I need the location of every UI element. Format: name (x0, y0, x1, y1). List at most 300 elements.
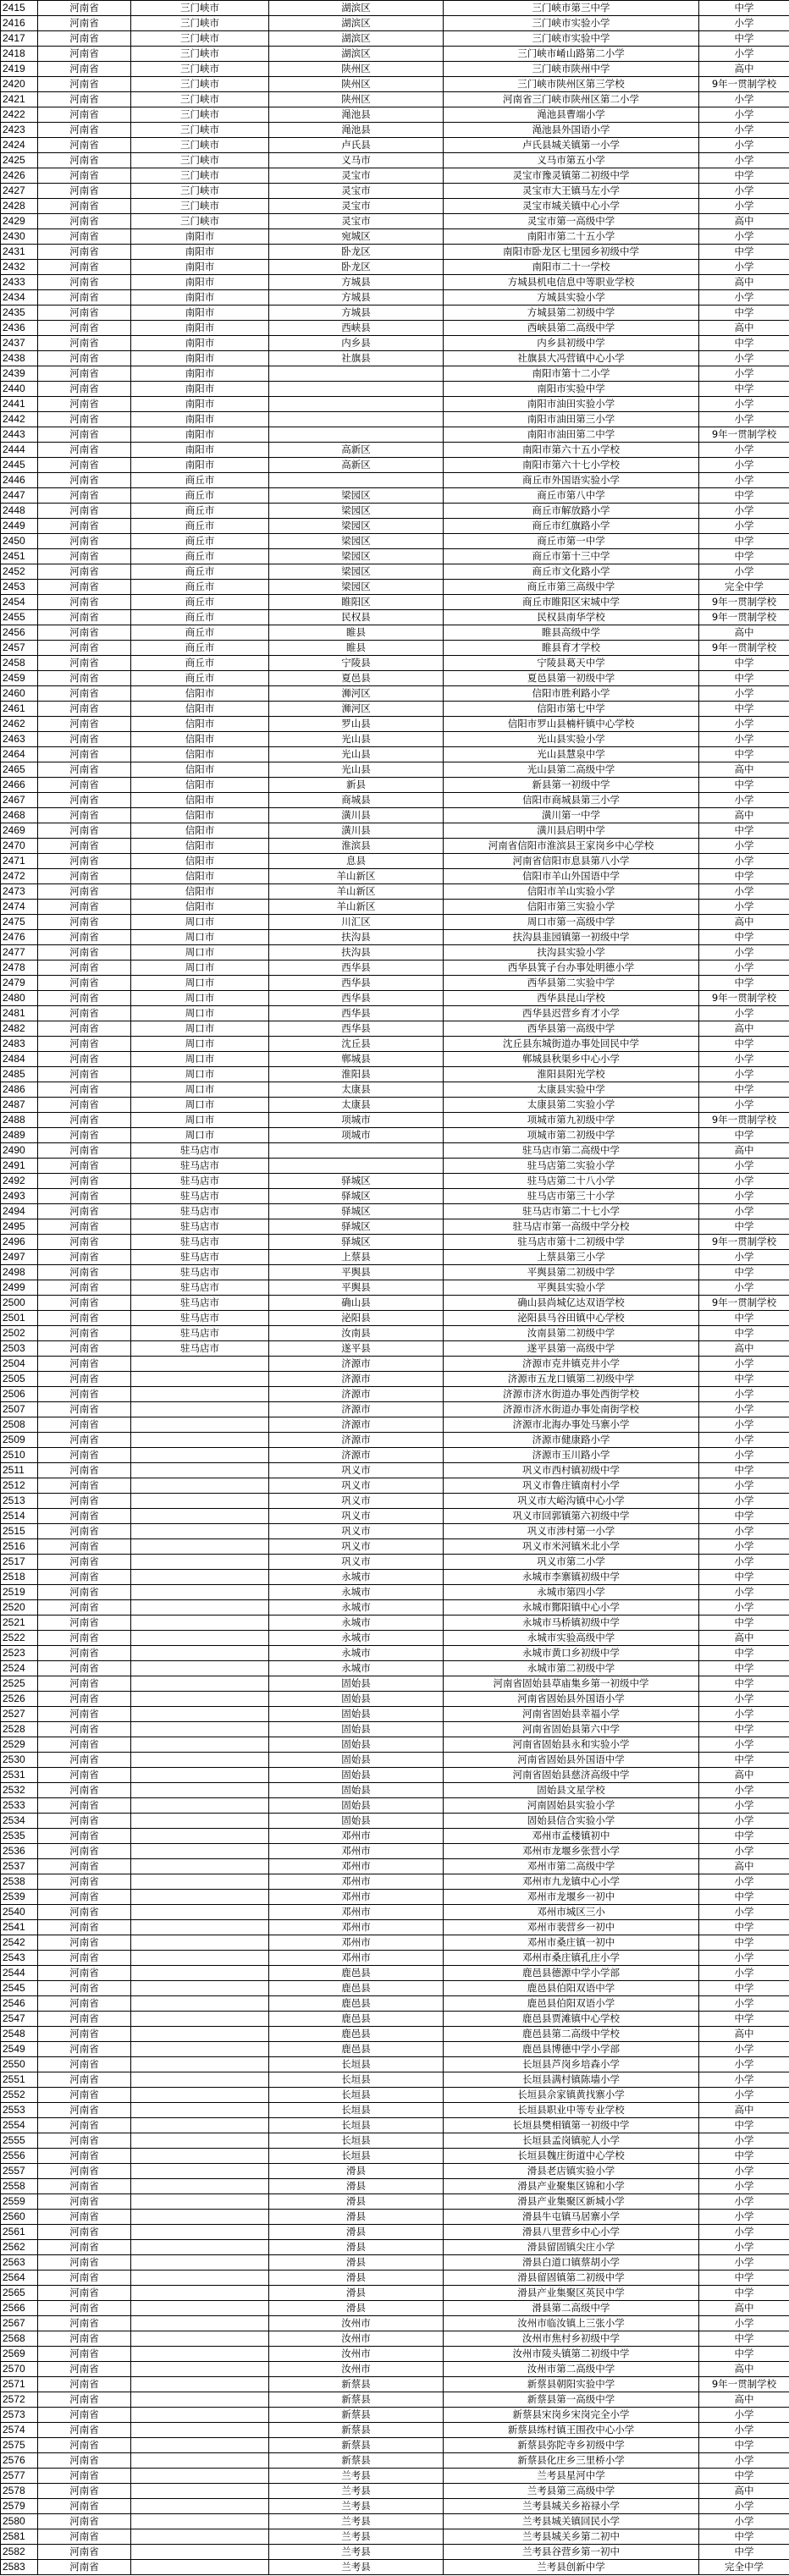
school-name-cell[interactable]: 长垣县孟岗镇驼人小学 (444, 2133, 699, 2149)
province-cell[interactable]: 河南省 (38, 2408, 131, 2423)
row-number-cell[interactable]: 2555 (1, 2133, 38, 2149)
city-cell[interactable]: 商丘市 (131, 580, 269, 595)
province-cell[interactable]: 河南省 (38, 671, 131, 686)
district-cell[interactable]: 卧龙区 (269, 260, 444, 275)
row-number-cell[interactable]: 2440 (1, 382, 38, 397)
school-name-cell[interactable]: 西华县第二实验中学 (444, 976, 699, 991)
row-number-cell[interactable]: 2529 (1, 1737, 38, 1753)
district-cell[interactable]: 确山县 (269, 1296, 444, 1311)
school-name-cell[interactable]: 商丘市第一中学 (444, 534, 699, 549)
school-type-cell[interactable]: 中学 (699, 245, 789, 260)
row-number-cell[interactable]: 2534 (1, 1814, 38, 1829)
district-cell[interactable]: 鹿邑县 (269, 2042, 444, 2057)
row-number-cell[interactable]: 2449 (1, 519, 38, 534)
district-cell[interactable]: 驿城区 (269, 1219, 444, 1235)
city-cell[interactable] (131, 2164, 269, 2179)
district-cell[interactable]: 鹿邑县 (269, 1981, 444, 1996)
city-cell[interactable] (131, 1372, 269, 1387)
school-name-cell[interactable]: 汝州市焦村乡初级中学 (444, 2331, 699, 2347)
row-number-cell[interactable]: 2508 (1, 1417, 38, 1433)
city-cell[interactable]: 南阳市 (131, 229, 269, 245)
row-number-cell[interactable]: 2530 (1, 1753, 38, 1768)
row-number-cell[interactable]: 2525 (1, 1676, 38, 1692)
city-cell[interactable]: 三门峡市 (131, 199, 269, 214)
school-type-cell[interactable]: 中学 (699, 1, 789, 16)
city-cell[interactable]: 周口市 (131, 930, 269, 945)
district-cell[interactable]: 邓州市 (269, 1905, 444, 1920)
school-name-cell[interactable]: 鹿邑县伯阳双语中学 (444, 1981, 699, 1996)
school-type-cell[interactable]: 小学 (699, 717, 789, 732)
row-number-cell[interactable]: 2435 (1, 305, 38, 321)
row-number-cell[interactable]: 2549 (1, 2042, 38, 2057)
school-name-cell[interactable]: 商丘市文化路小学 (444, 564, 699, 580)
school-name-cell[interactable]: 商丘市解放路小学 (444, 504, 699, 519)
city-cell[interactable]: 驻马店市 (131, 1235, 269, 1250)
school-type-cell[interactable]: 高中 (699, 625, 789, 641)
school-type-cell[interactable]: 9年一贯制学校 (699, 2377, 789, 2392)
city-cell[interactable]: 驻马店市 (131, 1250, 269, 1265)
province-cell[interactable]: 河南省 (38, 656, 131, 671)
province-cell[interactable]: 河南省 (38, 77, 131, 92)
row-number-cell[interactable]: 2568 (1, 2331, 38, 2347)
province-cell[interactable]: 河南省 (38, 2301, 131, 2316)
city-cell[interactable] (131, 2545, 269, 2560)
city-cell[interactable] (131, 2529, 269, 2545)
city-cell[interactable] (131, 2514, 269, 2529)
school-type-cell[interactable]: 中学 (699, 1661, 789, 1676)
row-number-cell[interactable]: 2563 (1, 2255, 38, 2271)
province-cell[interactable]: 河南省 (38, 214, 131, 229)
district-cell[interactable]: 浉河区 (269, 686, 444, 702)
city-cell[interactable] (131, 1524, 269, 1539)
province-cell[interactable]: 河南省 (38, 1250, 131, 1265)
school-name-cell[interactable]: 兰考县城关乡裕禄小学 (444, 2499, 699, 2514)
school-name-cell[interactable]: 河南省信阳市息县第八小学 (444, 854, 699, 869)
school-type-cell[interactable]: 中学 (699, 1616, 789, 1631)
school-name-cell[interactable]: 三门峡市实验中学 (444, 31, 699, 47)
school-name-cell[interactable]: 济源市玉川路小学 (444, 1448, 699, 1463)
row-number-cell[interactable]: 2438 (1, 351, 38, 366)
city-cell[interactable] (131, 1874, 269, 1890)
province-cell[interactable]: 河南省 (38, 1524, 131, 1539)
district-cell[interactable]: 邓州市 (269, 1874, 444, 1890)
row-number-cell[interactable]: 2569 (1, 2347, 38, 2362)
city-cell[interactable] (131, 1448, 269, 1463)
city-cell[interactable] (131, 2301, 269, 2316)
school-type-cell[interactable]: 小学 (699, 960, 789, 976)
district-cell[interactable]: 滑县 (269, 2301, 444, 2316)
school-name-cell[interactable]: 西华县第一高级中学 (444, 1021, 699, 1037)
province-cell[interactable]: 河南省 (38, 1235, 131, 1250)
school-name-cell[interactable]: 济源市济水街道办事处西街学校 (444, 1387, 699, 1402)
district-cell[interactable]: 灵宝市 (269, 168, 444, 184)
district-cell[interactable]: 长垣县 (269, 2103, 444, 2118)
school-type-cell[interactable]: 小学 (699, 519, 789, 534)
school-name-cell[interactable]: 兰考县创新中学 (444, 2560, 699, 2575)
district-cell[interactable]: 睢县 (269, 625, 444, 641)
school-name-cell[interactable]: 扶沟县实验小学 (444, 945, 699, 960)
district-cell[interactable]: 驿城区 (269, 1204, 444, 1219)
city-cell[interactable]: 商丘市 (131, 473, 269, 488)
district-cell[interactable]: 济源市 (269, 1387, 444, 1402)
row-number-cell[interactable]: 2547 (1, 2012, 38, 2027)
city-cell[interactable]: 信阳市 (131, 854, 269, 869)
province-cell[interactable]: 河南省 (38, 1417, 131, 1433)
province-cell[interactable]: 河南省 (38, 2118, 131, 2133)
province-cell[interactable]: 河南省 (38, 808, 131, 823)
school-name-cell[interactable]: 沈丘县东城街道办事处回民中学 (444, 1037, 699, 1052)
school-type-cell[interactable]: 小学 (699, 1966, 789, 1981)
school-type-cell[interactable]: 小学 (699, 351, 789, 366)
province-cell[interactable]: 河南省 (38, 1402, 131, 1417)
district-cell[interactable]: 鹿邑县 (269, 2027, 444, 2042)
city-cell[interactable]: 三门峡市 (131, 184, 269, 199)
school-type-cell[interactable]: 中学 (699, 1265, 789, 1280)
row-number-cell[interactable]: 2428 (1, 199, 38, 214)
city-cell[interactable]: 南阳市 (131, 351, 269, 366)
row-number-cell[interactable]: 2583 (1, 2560, 38, 2575)
district-cell[interactable]: 济源市 (269, 1417, 444, 1433)
district-cell[interactable]: 长垣县 (269, 2057, 444, 2072)
province-cell[interactable]: 河南省 (38, 884, 131, 900)
district-cell[interactable]: 西华县 (269, 1021, 444, 1037)
province-cell[interactable]: 河南省 (38, 1174, 131, 1189)
district-cell[interactable]: 驿城区 (269, 1189, 444, 1204)
city-cell[interactable] (131, 2118, 269, 2133)
city-cell[interactable] (131, 2499, 269, 2514)
district-cell[interactable]: 义马市 (269, 153, 444, 168)
province-cell[interactable]: 河南省 (38, 504, 131, 519)
school-name-cell[interactable]: 长垣县芦岗乡培森小学 (444, 2057, 699, 2072)
row-number-cell[interactable]: 2465 (1, 762, 38, 778)
school-type-cell[interactable]: 中学 (699, 747, 789, 762)
school-name-cell[interactable]: 南阳市第二十五小学 (444, 229, 699, 245)
school-type-cell[interactable]: 高中 (699, 762, 789, 778)
province-cell[interactable]: 河南省 (38, 2484, 131, 2499)
school-name-cell[interactable]: 灵宝市大王镇马左小学 (444, 184, 699, 199)
row-number-cell[interactable]: 2506 (1, 1387, 38, 1402)
row-number-cell[interactable]: 2507 (1, 1402, 38, 1417)
city-cell[interactable] (131, 2057, 269, 2072)
province-cell[interactable]: 河南省 (38, 930, 131, 945)
city-cell[interactable] (131, 1707, 269, 1722)
district-cell[interactable]: 滑县 (269, 2194, 444, 2210)
city-cell[interactable] (131, 2225, 269, 2240)
district-cell[interactable]: 兰考县 (269, 2560, 444, 2575)
row-number-cell[interactable]: 2486 (1, 1082, 38, 1098)
district-cell[interactable]: 西华县 (269, 976, 444, 991)
school-type-cell[interactable]: 小学 (699, 2514, 789, 2529)
row-number-cell[interactable]: 2487 (1, 1098, 38, 1113)
school-name-cell[interactable]: 鹿邑县博德中学小学部 (444, 2042, 699, 2057)
school-name-cell[interactable]: 巩义市回郭镇第六初级中学 (444, 1509, 699, 1524)
city-cell[interactable] (131, 2088, 269, 2103)
school-name-cell[interactable]: 泌阳县马谷田镇中心学校 (444, 1311, 699, 1326)
school-type-cell[interactable]: 中学 (699, 1037, 789, 1052)
row-number-cell[interactable]: 2453 (1, 580, 38, 595)
province-cell[interactable]: 河南省 (38, 1326, 131, 1341)
school-type-cell[interactable]: 9年一贯制学校 (699, 77, 789, 92)
province-cell[interactable]: 河南省 (38, 915, 131, 930)
school-type-cell[interactable]: 中学 (699, 549, 789, 564)
district-cell[interactable]: 梁园区 (269, 564, 444, 580)
school-name-cell[interactable]: 西华县昆山学校 (444, 991, 699, 1006)
district-cell[interactable]: 长垣县 (269, 2088, 444, 2103)
city-cell[interactable]: 商丘市 (131, 519, 269, 534)
city-cell[interactable]: 周口市 (131, 945, 269, 960)
row-number-cell[interactable]: 2454 (1, 595, 38, 610)
row-number-cell[interactable]: 2535 (1, 1829, 38, 1844)
row-number-cell[interactable]: 2542 (1, 1935, 38, 1951)
school-type-cell[interactable]: 小学 (699, 184, 789, 199)
school-name-cell[interactable]: 光山县第二高级中学 (444, 762, 699, 778)
school-name-cell[interactable]: 滑县产业集聚区新城小学 (444, 2194, 699, 2210)
province-cell[interactable]: 河南省 (38, 1082, 131, 1098)
district-cell[interactable]: 汝州市 (269, 2316, 444, 2331)
school-type-cell[interactable]: 中学 (699, 2438, 789, 2453)
row-number-cell[interactable]: 2463 (1, 732, 38, 747)
school-type-cell[interactable]: 9年一贯制学校 (699, 595, 789, 610)
row-number-cell[interactable]: 2512 (1, 1478, 38, 1494)
school-type-cell[interactable]: 中学 (699, 2012, 789, 2027)
province-cell[interactable]: 河南省 (38, 2027, 131, 2042)
district-cell[interactable]: 巩义市 (269, 1539, 444, 1555)
province-cell[interactable]: 河南省 (38, 580, 131, 595)
row-number-cell[interactable]: 2462 (1, 717, 38, 732)
row-number-cell[interactable]: 2427 (1, 184, 38, 199)
district-cell[interactable]: 长垣县 (269, 2133, 444, 2149)
city-cell[interactable] (131, 1722, 269, 1737)
province-cell[interactable]: 河南省 (38, 1661, 131, 1676)
row-number-cell[interactable]: 2550 (1, 2057, 38, 2072)
province-cell[interactable]: 河南省 (38, 2255, 131, 2271)
city-cell[interactable] (131, 1600, 269, 1616)
city-cell[interactable] (131, 1966, 269, 1981)
district-cell[interactable]: 汝州市 (269, 2331, 444, 2347)
district-cell[interactable]: 滑县 (269, 2164, 444, 2179)
province-cell[interactable]: 河南省 (38, 1219, 131, 1235)
school-type-cell[interactable]: 小学 (699, 1874, 789, 1890)
city-cell[interactable]: 商丘市 (131, 610, 269, 625)
school-name-cell[interactable]: 内乡县初级中学 (444, 336, 699, 351)
province-cell[interactable]: 河南省 (38, 2499, 131, 2514)
province-cell[interactable]: 河南省 (38, 610, 131, 625)
province-cell[interactable]: 河南省 (38, 427, 131, 443)
school-type-cell[interactable]: 中学 (699, 976, 789, 991)
school-name-cell[interactable]: 新蔡县弥陀寺乡初级中学 (444, 2438, 699, 2453)
school-type-cell[interactable]: 中学 (699, 1463, 789, 1478)
school-type-cell[interactable]: 小学 (699, 1539, 789, 1555)
province-cell[interactable]: 河南省 (38, 1646, 131, 1661)
school-type-cell[interactable]: 小学 (699, 1524, 789, 1539)
row-number-cell[interactable]: 2420 (1, 77, 38, 92)
school-name-cell[interactable]: 兰考县城关乡第二初中 (444, 2529, 699, 2545)
province-cell[interactable]: 河南省 (38, 47, 131, 62)
city-cell[interactable]: 信阳市 (131, 686, 269, 702)
province-cell[interactable]: 河南省 (38, 2423, 131, 2438)
district-cell[interactable]: 浉河区 (269, 702, 444, 717)
school-type-cell[interactable]: 小学 (699, 793, 789, 808)
province-cell[interactable]: 河南省 (38, 1159, 131, 1174)
school-type-cell[interactable]: 小学 (699, 1098, 789, 1113)
row-number-cell[interactable]: 2441 (1, 397, 38, 412)
school-name-cell[interactable]: 长垣县职业中等专业学校 (444, 2103, 699, 2118)
district-cell[interactable]: 汝州市 (269, 2362, 444, 2377)
city-cell[interactable]: 信阳市 (131, 839, 269, 854)
province-cell[interactable]: 河南省 (38, 1600, 131, 1616)
row-number-cell[interactable]: 2495 (1, 1219, 38, 1235)
province-cell[interactable]: 河南省 (38, 245, 131, 260)
district-cell[interactable]: 睢阳区 (269, 595, 444, 610)
school-name-cell[interactable]: 新蔡县第一高级中学 (444, 2392, 699, 2408)
school-name-cell[interactable]: 长垣县樊相镇第一初级中学 (444, 2118, 699, 2133)
row-number-cell[interactable]: 2473 (1, 884, 38, 900)
district-cell[interactable]: 长垣县 (269, 2072, 444, 2088)
district-cell[interactable]: 驿城区 (269, 1174, 444, 1189)
row-number-cell[interactable]: 2477 (1, 945, 38, 960)
row-number-cell[interactable]: 2518 (1, 1570, 38, 1585)
district-cell[interactable]: 兰考县 (269, 2484, 444, 2499)
district-cell[interactable]: 兰考县 (269, 2469, 444, 2484)
district-cell[interactable]: 兰考县 (269, 2529, 444, 2545)
province-cell[interactable]: 河南省 (38, 321, 131, 336)
row-number-cell[interactable]: 2575 (1, 2438, 38, 2453)
city-cell[interactable]: 信阳市 (131, 808, 269, 823)
city-cell[interactable]: 驻马店市 (131, 1174, 269, 1189)
district-cell[interactable]: 邓州市 (269, 1859, 444, 1874)
row-number-cell[interactable]: 2567 (1, 2316, 38, 2331)
row-number-cell[interactable]: 2509 (1, 1433, 38, 1448)
city-cell[interactable]: 南阳市 (131, 245, 269, 260)
district-cell[interactable]: 扶沟县 (269, 945, 444, 960)
school-type-cell[interactable]: 中学 (699, 1509, 789, 1524)
district-cell[interactable]: 新蔡县 (269, 2377, 444, 2392)
district-cell[interactable]: 扶沟县 (269, 930, 444, 945)
province-cell[interactable]: 河南省 (38, 1433, 131, 1448)
city-cell[interactable]: 南阳市 (131, 443, 269, 458)
row-number-cell[interactable]: 2560 (1, 2210, 38, 2225)
district-cell[interactable]: 新蔡县 (269, 2423, 444, 2438)
district-cell[interactable]: 方城县 (269, 305, 444, 321)
district-cell[interactable] (269, 427, 444, 443)
row-number-cell[interactable]: 2452 (1, 564, 38, 580)
row-number-cell[interactable]: 2426 (1, 168, 38, 184)
school-name-cell[interactable]: 长垣县佘家镇黄找寨小学 (444, 2088, 699, 2103)
row-number-cell[interactable]: 2538 (1, 1874, 38, 1890)
school-type-cell[interactable]: 高中 (699, 1859, 789, 1874)
school-type-cell[interactable]: 小学 (699, 458, 789, 473)
row-number-cell[interactable]: 2546 (1, 1996, 38, 2012)
city-cell[interactable] (131, 2453, 269, 2469)
city-cell[interactable] (131, 2392, 269, 2408)
district-cell[interactable]: 光山县 (269, 747, 444, 762)
row-number-cell[interactable]: 2419 (1, 62, 38, 77)
school-name-cell[interactable]: 滑县老店镇实验小学 (444, 2164, 699, 2179)
province-cell[interactable]: 河南省 (38, 2042, 131, 2057)
city-cell[interactable] (131, 2423, 269, 2438)
city-cell[interactable]: 周口市 (131, 976, 269, 991)
city-cell[interactable]: 驻马店市 (131, 1265, 269, 1280)
school-name-cell[interactable]: 南阳市二十一学校 (444, 260, 699, 275)
province-cell[interactable]: 河南省 (38, 2529, 131, 2545)
district-cell[interactable]: 光山县 (269, 762, 444, 778)
province-cell[interactable]: 河南省 (38, 1722, 131, 1737)
district-cell[interactable]: 邓州市 (269, 1844, 444, 1859)
row-number-cell[interactable]: 2545 (1, 1981, 38, 1996)
province-cell[interactable]: 河南省 (38, 153, 131, 168)
school-type-cell[interactable]: 小学 (699, 1189, 789, 1204)
province-cell[interactable]: 河南省 (38, 1920, 131, 1935)
row-number-cell[interactable]: 2519 (1, 1585, 38, 1600)
row-number-cell[interactable]: 2581 (1, 2529, 38, 2545)
city-cell[interactable]: 信阳市 (131, 900, 269, 915)
province-cell[interactable]: 河南省 (38, 2377, 131, 2392)
school-type-cell[interactable]: 中学 (699, 1890, 789, 1905)
row-number-cell[interactable]: 2470 (1, 839, 38, 854)
school-type-cell[interactable]: 中学 (699, 2469, 789, 2484)
school-name-cell[interactable]: 驻马店第二十八小学 (444, 1174, 699, 1189)
row-number-cell[interactable]: 2517 (1, 1555, 38, 1570)
school-type-cell[interactable]: 高中 (699, 808, 789, 823)
row-number-cell[interactable]: 2483 (1, 1037, 38, 1052)
province-cell[interactable]: 河南省 (38, 2179, 131, 2194)
district-cell[interactable]: 宁陵县 (269, 656, 444, 671)
province-cell[interactable]: 河南省 (38, 397, 131, 412)
school-type-cell[interactable]: 中学 (699, 1829, 789, 1844)
school-type-cell[interactable]: 中学 (699, 2331, 789, 2347)
province-cell[interactable]: 河南省 (38, 443, 131, 458)
school-type-cell[interactable]: 小学 (699, 138, 789, 153)
city-cell[interactable]: 信阳市 (131, 869, 269, 884)
city-cell[interactable]: 信阳市 (131, 762, 269, 778)
province-cell[interactable]: 河南省 (38, 1555, 131, 1570)
row-number-cell[interactable]: 2481 (1, 1006, 38, 1021)
school-type-cell[interactable]: 小学 (699, 1996, 789, 2012)
city-cell[interactable]: 三门峡市 (131, 31, 269, 47)
district-cell[interactable]: 息县 (269, 854, 444, 869)
city-cell[interactable]: 周口市 (131, 1098, 269, 1113)
row-number-cell[interactable]: 2491 (1, 1159, 38, 1174)
school-type-cell[interactable]: 小学 (699, 1783, 789, 1798)
row-number-cell[interactable]: 2437 (1, 336, 38, 351)
row-number-cell[interactable]: 2566 (1, 2301, 38, 2316)
province-cell[interactable]: 河南省 (38, 2560, 131, 2575)
school-type-cell[interactable]: 小学 (699, 1159, 789, 1174)
row-number-cell[interactable]: 2468 (1, 808, 38, 823)
school-name-cell[interactable]: 南阳市实验中学 (444, 382, 699, 397)
district-cell[interactable]: 羊山新区 (269, 869, 444, 884)
row-number-cell[interactable]: 2501 (1, 1311, 38, 1326)
school-name-cell[interactable]: 巩义市涉村第一小学 (444, 1524, 699, 1539)
school-type-cell[interactable]: 小学 (699, 1006, 789, 1021)
province-cell[interactable]: 河南省 (38, 1874, 131, 1890)
row-number-cell[interactable]: 2533 (1, 1798, 38, 1814)
school-type-cell[interactable]: 高中 (699, 62, 789, 77)
school-name-cell[interactable]: 河南省三门峡市陕州区第二小学 (444, 92, 699, 107)
school-name-cell[interactable]: 邓州市桑庄镇孔庄小学 (444, 1951, 699, 1966)
city-cell[interactable] (131, 1646, 269, 1661)
school-name-cell[interactable]: 永城市黄口乡初级中学 (444, 1646, 699, 1661)
province-cell[interactable]: 河南省 (38, 1676, 131, 1692)
city-cell[interactable] (131, 1676, 269, 1692)
school-name-cell[interactable]: 永城市酂阳镇中心小学 (444, 1600, 699, 1616)
city-cell[interactable] (131, 2133, 269, 2149)
district-cell[interactable]: 巩义市 (269, 1555, 444, 1570)
row-number-cell[interactable]: 2489 (1, 1128, 38, 1143)
school-name-cell[interactable]: 商丘市红旗路小学 (444, 519, 699, 534)
province-cell[interactable]: 河南省 (38, 1951, 131, 1966)
district-cell[interactable]: 渑池县 (269, 123, 444, 138)
